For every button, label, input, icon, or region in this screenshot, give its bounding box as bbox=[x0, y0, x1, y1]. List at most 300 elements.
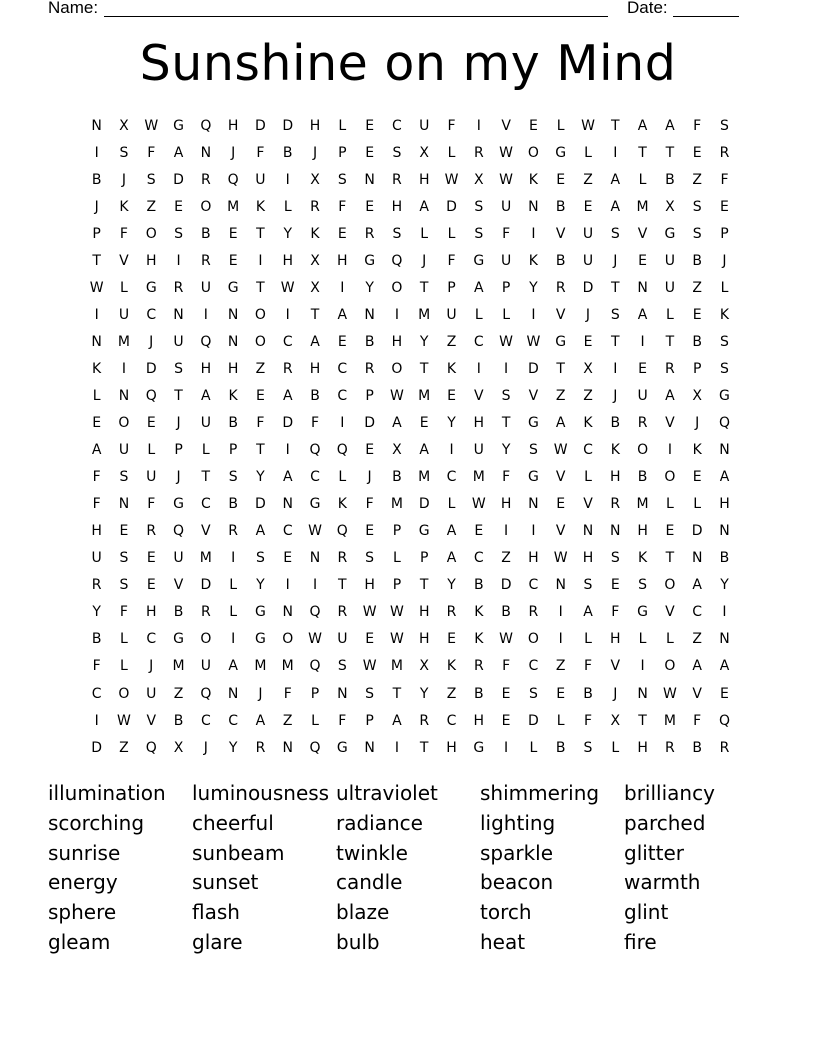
grid-letter: E bbox=[447, 631, 456, 648]
grid-letter: L bbox=[584, 144, 592, 161]
grid-letter: K bbox=[255, 198, 266, 215]
grid-letter: A bbox=[173, 144, 184, 161]
grid-letter: T bbox=[92, 252, 101, 269]
grid-letter: F bbox=[92, 469, 101, 486]
word-list-item: lighting bbox=[480, 810, 556, 835]
grid-letter: F bbox=[447, 117, 456, 134]
grid-letter: A bbox=[255, 712, 266, 729]
grid-letter: O bbox=[527, 631, 539, 648]
grid-letter: Y bbox=[92, 604, 101, 621]
grid-letter: X bbox=[310, 171, 320, 188]
grid-letter: W bbox=[526, 333, 541, 350]
grid-letter: S bbox=[337, 658, 347, 675]
word-list-item: sunrise bbox=[48, 840, 121, 865]
grid-letter: E bbox=[583, 333, 593, 350]
grid-letter: G bbox=[555, 333, 567, 350]
grid-letter: J bbox=[258, 685, 263, 702]
grid-letter: W bbox=[389, 631, 404, 648]
grid-letter: M bbox=[418, 469, 431, 486]
grid-letter: N bbox=[282, 739, 293, 756]
grid-letter: W bbox=[581, 117, 595, 134]
grid-letter: T bbox=[201, 469, 211, 486]
grid-letter: C bbox=[473, 333, 484, 350]
grid-letter: T bbox=[174, 387, 183, 404]
grid-letter: X bbox=[310, 279, 320, 296]
grid-letter: I bbox=[531, 225, 536, 242]
grid-letter: N bbox=[227, 306, 239, 323]
grid-letter: E bbox=[692, 306, 702, 323]
grid-letter: E bbox=[256, 387, 265, 404]
grid-letter: O bbox=[664, 577, 676, 594]
grid-letter: K bbox=[474, 631, 484, 648]
grid-letter: A bbox=[692, 577, 702, 594]
grid-letter: W bbox=[444, 171, 459, 188]
grid-letter: J bbox=[422, 252, 427, 269]
grid-letter: E bbox=[119, 523, 129, 540]
grid-letter: F bbox=[447, 252, 456, 269]
grid-letter: W bbox=[553, 442, 568, 459]
grid-letter: Y bbox=[228, 739, 238, 756]
grid-letter: F bbox=[365, 496, 374, 513]
grid-letter: M bbox=[199, 550, 212, 567]
grid-letter: L bbox=[693, 496, 702, 513]
grid-letter: F bbox=[283, 685, 292, 702]
grid-letter: B bbox=[474, 685, 484, 702]
grid-letter: S bbox=[119, 469, 129, 486]
grid-letter: C bbox=[282, 333, 293, 350]
grid-letter: P bbox=[720, 225, 729, 242]
grid-letter: W bbox=[144, 117, 159, 134]
grid-letter: Q bbox=[718, 415, 730, 432]
grid-letter: E bbox=[365, 442, 375, 459]
grid-letter: R bbox=[228, 523, 238, 540]
word-list-item: heat bbox=[480, 929, 526, 954]
grid-letter: F bbox=[693, 117, 702, 134]
name-label: Name: bbox=[48, 0, 99, 17]
grid-letter: Z bbox=[692, 631, 702, 648]
grid-letter: E bbox=[283, 550, 293, 567]
grid-letter: J bbox=[312, 144, 318, 161]
grid-letter: N bbox=[173, 306, 184, 323]
grid-letter: D bbox=[91, 739, 103, 756]
grid-letter: N bbox=[637, 279, 648, 296]
grid-letter: X bbox=[610, 712, 621, 729]
grid-letter: Z bbox=[555, 658, 566, 675]
grid-letter: N bbox=[91, 333, 102, 350]
grid-letter: E bbox=[365, 117, 375, 134]
grid-letter: S bbox=[610, 225, 620, 242]
grid-letter: S bbox=[228, 469, 238, 486]
grid-letter: Y bbox=[419, 685, 429, 702]
word-list bbox=[48, 779, 768, 958]
grid-letter: A bbox=[637, 117, 648, 134]
grid-letter: F bbox=[502, 225, 511, 242]
grid-letter: R bbox=[337, 550, 348, 567]
grid-letter: E bbox=[146, 577, 156, 594]
grid-letter: B bbox=[583, 685, 593, 702]
grid-letter: K bbox=[310, 225, 320, 242]
grid-letter: Y bbox=[256, 577, 265, 594]
grid-letter: A bbox=[583, 604, 593, 621]
grid-letter: H bbox=[582, 550, 594, 567]
grid-letter: N bbox=[118, 387, 130, 404]
grid-letter: L bbox=[229, 604, 238, 621]
grid-letter: N bbox=[282, 496, 293, 513]
grid-letter: N bbox=[528, 496, 539, 513]
grid-letter: B bbox=[228, 415, 238, 432]
grid-letter: V bbox=[119, 252, 129, 269]
grid-letter: I bbox=[94, 144, 99, 161]
grid-letter: L bbox=[338, 117, 347, 134]
grid-letter: L bbox=[201, 442, 210, 459]
grid-letter: L bbox=[92, 387, 101, 404]
grid-letter: B bbox=[719, 550, 730, 567]
grid-letter: G bbox=[309, 496, 321, 513]
grid-letter: I bbox=[504, 739, 509, 756]
grid-letter: B bbox=[692, 333, 702, 350]
grid-letter: H bbox=[637, 739, 648, 756]
grid-letter: X bbox=[173, 739, 184, 756]
grid-letter: W bbox=[308, 523, 322, 540]
grid-letter: V bbox=[692, 685, 702, 702]
grid-letter: L bbox=[665, 631, 674, 648]
grid-letter: P bbox=[419, 550, 429, 567]
grid-letter: R bbox=[528, 604, 539, 621]
grid-letter: F bbox=[147, 496, 156, 513]
grid-letter: W bbox=[499, 171, 514, 188]
grid-letter: J bbox=[722, 252, 727, 269]
grid-letter: I bbox=[476, 117, 481, 134]
grid-letter: E bbox=[337, 333, 347, 350]
grid-letter: I bbox=[476, 360, 481, 377]
grid-letter: X bbox=[419, 658, 429, 675]
grid-letter: X bbox=[692, 387, 702, 404]
grid-letter: W bbox=[89, 279, 104, 296]
grid-letter: B bbox=[692, 739, 702, 756]
grid-letter: E bbox=[228, 225, 238, 242]
grid-letter: L bbox=[474, 306, 483, 323]
grid-letter: G bbox=[145, 279, 157, 296]
grid-letter: Z bbox=[282, 712, 293, 729]
grid-letter: C bbox=[200, 712, 211, 729]
grid-letter: I bbox=[504, 360, 509, 377]
grid-letter: K bbox=[228, 387, 238, 404]
grid-letter: I bbox=[258, 252, 263, 269]
grid-letter: G bbox=[173, 631, 184, 648]
worksheet-header bbox=[0, 0, 816, 24]
grid-letter: M bbox=[472, 469, 485, 486]
grid-letter: M bbox=[281, 658, 294, 675]
grid-letter: N bbox=[200, 144, 212, 161]
grid-letter: Z bbox=[446, 685, 457, 702]
word-list-item: shimmering bbox=[480, 781, 600, 805]
grid-letter: V bbox=[555, 225, 566, 242]
grid-letter: A bbox=[665, 117, 675, 134]
grid-letter: L bbox=[638, 631, 647, 648]
grid-letter: L bbox=[393, 550, 401, 567]
grid-letter: X bbox=[310, 252, 320, 269]
grid-letter: M bbox=[663, 712, 676, 729]
grid-letter: Z bbox=[501, 550, 511, 567]
grid-letter: E bbox=[447, 387, 456, 404]
grid-letter: E bbox=[146, 415, 156, 432]
grid-letter: T bbox=[611, 279, 620, 296]
grid-letter: P bbox=[392, 523, 402, 540]
grid-letter: G bbox=[173, 496, 184, 513]
word-list-item: flash bbox=[192, 900, 240, 925]
grid-letter: A bbox=[610, 171, 621, 188]
grid-letter: J bbox=[231, 144, 236, 161]
grid-letter: S bbox=[692, 225, 702, 242]
word-list-item: gleam bbox=[48, 929, 111, 954]
grid-letter: N bbox=[364, 739, 375, 756]
grid-letter: M bbox=[636, 496, 649, 513]
grid-letter: V bbox=[201, 523, 211, 540]
word-list-item: warmth bbox=[624, 870, 701, 895]
grid-letter: U bbox=[118, 442, 130, 459]
grid-letter: F bbox=[119, 604, 128, 621]
grid-letter: C bbox=[337, 387, 348, 404]
grid-letter: J bbox=[149, 658, 154, 675]
grid-letter: D bbox=[418, 496, 430, 513]
grid-letter: J bbox=[695, 415, 700, 432]
grid-letter: T bbox=[638, 712, 647, 729]
grid-letter: I bbox=[394, 739, 399, 756]
grid-letter: S bbox=[501, 387, 511, 404]
grid-letter: C bbox=[583, 442, 593, 459]
grid-letter: E bbox=[610, 577, 620, 594]
grid-letter: G bbox=[418, 523, 430, 540]
grid-letter: F bbox=[502, 469, 511, 486]
grid-letter: C bbox=[228, 712, 239, 729]
grid-letter: T bbox=[611, 333, 620, 350]
grid-letter: J bbox=[176, 415, 181, 432]
grid-letter: B bbox=[91, 631, 102, 648]
grid-letter: D bbox=[173, 171, 184, 188]
grid-letter: N bbox=[637, 685, 648, 702]
grid-letter: W bbox=[662, 685, 677, 702]
grid-letter: F bbox=[338, 712, 347, 729]
grid-letter: I bbox=[231, 631, 236, 648]
grid-letter: B bbox=[474, 577, 484, 594]
grid-letter: O bbox=[118, 685, 130, 702]
grid-letter: O bbox=[391, 360, 403, 377]
grid-letter: Y bbox=[283, 225, 292, 242]
grid-letter: T bbox=[392, 685, 402, 702]
grid-letter: T bbox=[665, 333, 675, 350]
grid-letter: R bbox=[364, 360, 375, 377]
grid-letter: T bbox=[419, 279, 429, 296]
grid-letter: E bbox=[583, 198, 593, 215]
grid-letter: W bbox=[471, 496, 486, 513]
grid-letter: S bbox=[720, 360, 729, 377]
grid-letter: T bbox=[310, 306, 320, 323]
grid-letter: H bbox=[282, 252, 293, 269]
grid-letter: Y bbox=[419, 333, 429, 350]
grid-letter: E bbox=[92, 415, 102, 432]
grid-letter: S bbox=[474, 198, 484, 215]
grid-letter: R bbox=[419, 712, 430, 729]
word-list-item: glint bbox=[624, 900, 669, 925]
grid-letter: N bbox=[555, 577, 566, 594]
grid-letter: C bbox=[692, 604, 703, 621]
grid-letter: M bbox=[636, 198, 649, 215]
word-list-item: sparkle bbox=[480, 840, 554, 865]
grid-letter: O bbox=[200, 198, 212, 215]
grid-letter: U bbox=[255, 171, 266, 188]
grid-letter: A bbox=[610, 198, 621, 215]
grid-letter: B bbox=[665, 171, 675, 188]
grid-letter: H bbox=[637, 523, 648, 540]
grid-letter: N bbox=[364, 306, 375, 323]
grid-letter: Q bbox=[309, 739, 321, 756]
grid-letter: P bbox=[501, 279, 511, 296]
grid-letter: O bbox=[200, 631, 212, 648]
grid-letter: E bbox=[174, 198, 183, 215]
grid-letter: U bbox=[146, 685, 157, 702]
grid-letter: T bbox=[419, 577, 429, 594]
grid-letter: C bbox=[91, 685, 102, 702]
grid-letter: E bbox=[474, 523, 484, 540]
grid-letter: P bbox=[392, 577, 402, 594]
word-list-item: torch bbox=[480, 900, 532, 925]
grid-letter: K bbox=[528, 252, 538, 269]
grid-letter: S bbox=[119, 144, 129, 161]
grid-letter: D bbox=[500, 577, 512, 594]
grid-letter: I bbox=[558, 631, 563, 648]
grid-letter: R bbox=[337, 604, 348, 621]
grid-letter: K bbox=[446, 360, 457, 377]
grid-letter: O bbox=[664, 469, 676, 486]
grid-letter: N bbox=[227, 685, 239, 702]
grid-letter: B bbox=[555, 739, 566, 756]
grid-letter: X bbox=[392, 442, 402, 459]
grid-letter: E bbox=[720, 685, 729, 702]
grid-letter: I bbox=[203, 306, 208, 323]
grid-letter: S bbox=[692, 198, 702, 215]
grid-letter: E bbox=[228, 252, 238, 269]
grid-letter: G bbox=[227, 279, 239, 296]
grid-letter: U bbox=[473, 442, 484, 459]
grid-letter: C bbox=[146, 306, 157, 323]
grid-letter: I bbox=[340, 279, 345, 296]
grid-letter: A bbox=[446, 550, 457, 567]
grid-letter: W bbox=[499, 631, 514, 648]
date-label: Date: bbox=[627, 0, 668, 17]
grid-letter: F bbox=[583, 712, 593, 729]
grid-letter: W bbox=[499, 144, 514, 161]
grid-letter: H bbox=[91, 523, 102, 540]
grid-letter: E bbox=[692, 469, 702, 486]
grid-letter: G bbox=[473, 252, 485, 269]
grid-letter: C bbox=[446, 469, 457, 486]
word-list-item: fire bbox=[624, 929, 657, 954]
grid-letter: G bbox=[473, 739, 485, 756]
grid-letter: U bbox=[200, 415, 211, 432]
grid-letter: H bbox=[610, 469, 621, 486]
grid-letter: W bbox=[117, 712, 131, 729]
word-list-item: bulb bbox=[336, 929, 380, 954]
grid-letter: C bbox=[528, 577, 539, 594]
grid-letter: F bbox=[720, 171, 729, 188]
grid-letter: K bbox=[337, 496, 347, 513]
grid-letter: A bbox=[310, 333, 320, 350]
grid-letter: H bbox=[719, 496, 730, 513]
grid-letter: E bbox=[556, 496, 566, 513]
grid-letter: F bbox=[338, 198, 347, 215]
grid-letter: H bbox=[473, 712, 485, 729]
grid-letter: I bbox=[504, 523, 509, 540]
grid-letter: V bbox=[555, 306, 566, 323]
grid-letter: J bbox=[149, 333, 154, 350]
grid-letter: V bbox=[555, 469, 566, 486]
grid-letter: E bbox=[365, 144, 375, 161]
grid-letter: V bbox=[474, 387, 484, 404]
grid-letter: S bbox=[255, 550, 265, 567]
grid-letter: E bbox=[556, 171, 566, 188]
grid-letter: I bbox=[94, 712, 99, 729]
grid-letter: D bbox=[528, 712, 539, 729]
grid-letter: E bbox=[638, 252, 648, 269]
grid-letter: Q bbox=[718, 712, 730, 729]
grid-letter: Q bbox=[309, 604, 321, 621]
puzzle-title: Sunshine on my Mind bbox=[139, 35, 677, 92]
grid-letter: A bbox=[282, 387, 293, 404]
grid-letter: R bbox=[392, 171, 402, 188]
grid-letter: Z bbox=[692, 171, 702, 188]
grid-letter: J bbox=[121, 171, 127, 188]
grid-letter: A bbox=[419, 442, 429, 459]
grid-letter: L bbox=[638, 171, 647, 188]
grid-letter: S bbox=[610, 306, 620, 323]
grid-letter: I bbox=[285, 577, 290, 594]
grid-letter: G bbox=[336, 739, 348, 756]
grid-letter: C bbox=[282, 523, 293, 540]
grid-letter: P bbox=[365, 712, 374, 729]
grid-letter: O bbox=[254, 333, 266, 350]
grid-letter: L bbox=[665, 496, 674, 513]
grid-letter: U bbox=[173, 333, 184, 350]
grid-letter: K bbox=[528, 171, 538, 188]
grid-letter: N bbox=[309, 550, 321, 567]
grid-letter: H bbox=[418, 604, 430, 621]
grid-letter: B bbox=[392, 469, 402, 486]
grid-letter: A bbox=[446, 523, 457, 540]
grid-letter: Q bbox=[200, 117, 212, 134]
grid-letter: B bbox=[201, 225, 211, 242]
grid-letter: O bbox=[637, 442, 649, 459]
grid-letter: F bbox=[92, 658, 101, 675]
grid-letter: O bbox=[118, 415, 130, 432]
grid-letter: K bbox=[119, 198, 129, 215]
grid-letter: D bbox=[364, 415, 375, 432]
grid-letter: U bbox=[664, 279, 675, 296]
grid-letter: R bbox=[310, 198, 320, 215]
grid-letter: X bbox=[665, 198, 675, 215]
grid-letter: A bbox=[201, 387, 211, 404]
grid-letter: D bbox=[255, 496, 266, 513]
grid-letter: V bbox=[146, 712, 157, 729]
grid-letter: A bbox=[719, 469, 730, 486]
grid-letter: V bbox=[665, 604, 675, 621]
grid-letter: R bbox=[446, 604, 457, 621]
grid-letter: J bbox=[367, 469, 372, 486]
grid-letter: O bbox=[145, 225, 157, 242]
grid-letter: H bbox=[309, 360, 321, 377]
grid-letter: M bbox=[418, 387, 431, 404]
grid-letter: C bbox=[200, 496, 211, 513]
grid-letter: R bbox=[91, 577, 102, 594]
